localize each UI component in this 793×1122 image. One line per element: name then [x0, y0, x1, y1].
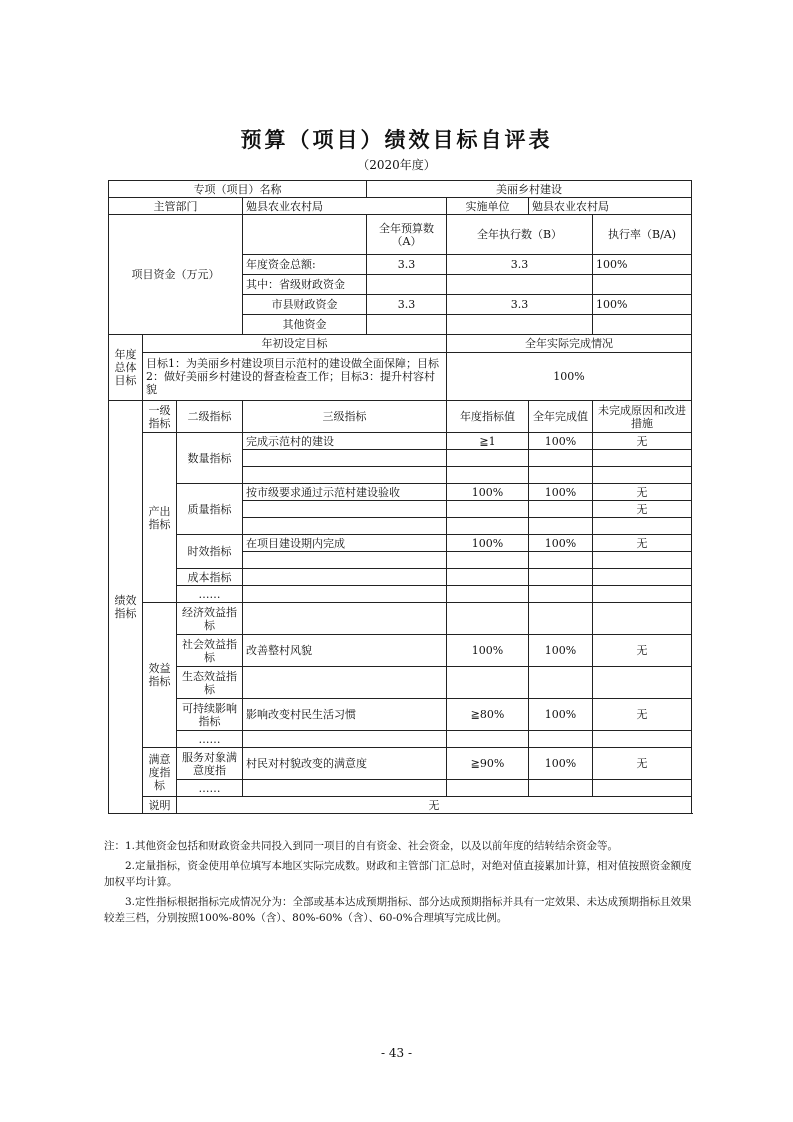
footnote: 2.定量指标，资金使用单位填写本地区实际完成数。财政和主管部门汇总时，对绝对值直接累加计算，相对值按照资金额度加权平均计算。: [104, 860, 692, 888]
indicator-target: ≧80%: [447, 699, 529, 731]
satisfaction-indicator-label: 满意度指标: [143, 748, 177, 797]
economic-benefit-label: 经济效益指标: [177, 603, 243, 635]
indicator-name: 按市级要求通过示范村建设验收: [243, 484, 447, 501]
remark-value: 无: [177, 797, 692, 814]
sustainable-benefit-label: 可持续影响指标: [177, 699, 243, 731]
empty-cell: [447, 731, 529, 748]
header-reason: 未完成原因和改进措施: [593, 401, 692, 433]
funds-row-name: 年度资金总额:: [243, 255, 367, 275]
funds-row-budget: 3.3: [367, 255, 447, 275]
evaluation-table: [108, 180, 692, 814]
empty-cell: [243, 586, 447, 603]
empty-cell: [447, 667, 529, 699]
empty-cell: [529, 586, 593, 603]
empty-cell: [243, 780, 447, 797]
satisfaction-ellipsis: ……: [177, 780, 243, 797]
indicator-reason: 无: [593, 748, 692, 780]
funds-row-rate: 100%: [593, 295, 692, 315]
empty-cell: [243, 518, 447, 535]
funds-row-name: 市县财政资金: [243, 295, 367, 315]
footnote: 注：1.其他资金包括和财政资金共同投入到同一项目的自有资金、社会资金，以及以前年度的结转结余资金等。: [104, 840, 619, 852]
timeliness-indicator-label: 时效指标: [177, 535, 243, 569]
funds-row-exec: 3.3: [447, 295, 593, 315]
funds-col-exec: 全年执行数（B）: [447, 215, 593, 255]
quality-indicator-label: 质量指标: [177, 484, 243, 535]
empty-cell: [447, 518, 529, 535]
indicator-name: 在项目建设期内完成: [243, 535, 447, 552]
empty-cell: [529, 667, 593, 699]
empty-cell: [529, 518, 593, 535]
empty-cell: [447, 552, 529, 569]
indicator-target: ≧90%: [447, 748, 529, 780]
page-title: 预算（项目）绩效目标自评表: [240, 127, 553, 152]
empty-cell: [529, 603, 593, 635]
indicator-name: 改善整村风貌: [243, 635, 447, 667]
service-satisfaction-label: 服务对象满意度指: [177, 748, 243, 780]
empty-cell: [243, 450, 447, 467]
funds-row-budget: [367, 315, 447, 335]
header-target: 年度指标值: [447, 401, 529, 433]
empty-cell: [593, 731, 692, 748]
empty-cell: [243, 467, 447, 484]
benefit-ellipsis: ……: [177, 731, 243, 748]
empty-cell: [593, 552, 692, 569]
empty-cell: [243, 731, 447, 748]
empty-cell: [593, 518, 692, 535]
funds-row-exec: [447, 275, 593, 295]
indicators-section-label: 绩效指标: [109, 401, 143, 814]
empty-cell: [447, 586, 529, 603]
goal-actual-value: 100%: [447, 353, 692, 401]
indicator-reason: 无: [593, 535, 692, 552]
indicator-reason: 无: [593, 501, 692, 518]
empty-cell: [593, 667, 692, 699]
empty-cell: [447, 501, 529, 518]
funds-blank-cell: [243, 215, 367, 255]
empty-cell: [593, 467, 692, 484]
footnote: 3.定性指标根据指标完成情况分为：全部或基本达成预期指标、部分达成预期指标并具有一定效果、未达成预期指标且效果较差三档，分别按照100%-80%（含）、80%-60%（含）、60-0%合理填写完成比例。: [104, 896, 692, 924]
funds-row-name: 其中：省级财政资金: [243, 275, 367, 295]
funds-label: 项目资金（万元）: [109, 215, 243, 335]
indicator-complete: 100%: [529, 433, 593, 450]
empty-cell: [447, 467, 529, 484]
indicator-complete: 100%: [529, 635, 593, 667]
empty-cell: [243, 603, 447, 635]
indicator-reason: 无: [593, 699, 692, 731]
output-ellipsis: ……: [177, 586, 243, 603]
quantity-indicator-label: 数量指标: [177, 433, 243, 484]
funds-row-budget: 3.3: [367, 295, 447, 315]
empty-cell: [243, 501, 447, 518]
indicator-complete: 100%: [529, 484, 593, 501]
project-name-value: 美丽乡村建设: [367, 181, 692, 198]
indicator-reason: 无: [593, 433, 692, 450]
empty-cell: [529, 450, 593, 467]
footnotes: [104, 838, 694, 930]
indicator-target: ≧1: [447, 433, 529, 450]
empty-cell: [529, 731, 593, 748]
empty-cell: [529, 569, 593, 586]
indicator-name: 影响改变村民生活习惯: [243, 699, 447, 731]
benefit-indicator-label: 效益指标: [143, 603, 177, 748]
funds-col-budget: 全年预算数（A）: [367, 215, 447, 255]
empty-cell: [529, 501, 593, 518]
funds-row-rate: 100%: [593, 255, 692, 275]
ecological-benefit-label: 生态效益指标: [177, 667, 243, 699]
implementer-value: 勉县农业农村局: [529, 198, 692, 215]
empty-cell: [529, 780, 593, 797]
department-value: 勉县农业农村局: [243, 198, 447, 215]
empty-cell: [447, 450, 529, 467]
empty-cell: [447, 569, 529, 586]
project-name-label: 专项（项目）名称: [109, 181, 367, 198]
empty-cell: [529, 552, 593, 569]
indicator-target: 100%: [447, 535, 529, 552]
page-number: - 43 -: [380, 1046, 412, 1060]
empty-cell: [593, 780, 692, 797]
department-label: 主管部门: [109, 198, 243, 215]
indicator-reason: 无: [593, 635, 692, 667]
empty-cell: [529, 467, 593, 484]
funds-row-name: 其他资金: [243, 315, 367, 335]
funds-row-exec: [447, 315, 593, 335]
indicator-name: 村民对村貌改变的满意度: [243, 748, 447, 780]
indicator-target: 100%: [447, 484, 529, 501]
header-level2: 二级指标: [177, 401, 243, 433]
empty-cell: [243, 569, 447, 586]
indicator-complete: 100%: [529, 748, 593, 780]
goal-col-actual: 全年实际完成情况: [447, 335, 692, 353]
cost-indicator-label: 成本指标: [177, 569, 243, 586]
empty-cell: [593, 450, 692, 467]
indicator-name: 完成示范村的建设: [243, 433, 447, 450]
indicator-target: 100%: [447, 635, 529, 667]
empty-cell: [593, 586, 692, 603]
remark-label: 说明: [143, 797, 177, 814]
indicator-reason: 无: [593, 484, 692, 501]
funds-row-rate: [593, 315, 692, 335]
header-complete: 全年完成值: [529, 401, 593, 433]
funds-row-budget: [367, 275, 447, 295]
empty-cell: [593, 569, 692, 586]
indicator-complete: 100%: [529, 535, 593, 552]
indicator-complete: 100%: [529, 699, 593, 731]
implementer-label: 实施单位: [447, 198, 529, 215]
output-indicator-label: 产出指标: [143, 433, 177, 603]
header-level1: 一级指标: [143, 401, 177, 433]
header-level3: 三级指标: [243, 401, 447, 433]
empty-cell: [447, 780, 529, 797]
year-subtitle: （2020年度）: [357, 158, 436, 172]
social-benefit-label: 社会效益指标: [177, 635, 243, 667]
empty-cell: [243, 667, 447, 699]
goal-label: 年度总体目标: [109, 335, 143, 401]
funds-row-rate: [593, 275, 692, 295]
empty-cell: [243, 552, 447, 569]
funds-row-exec: 3.3: [447, 255, 593, 275]
goal-initial-text: 目标1：为美丽乡村建设项目示范村的建设做全面保障；目标2：做好美丽乡村建设的督查检查工作；目标3：提升村容村貌: [143, 353, 447, 401]
empty-cell: [593, 603, 692, 635]
goal-col-initial: 年初设定目标: [143, 335, 447, 353]
empty-cell: [447, 603, 529, 635]
funds-col-rate: 执行率（B/A): [593, 215, 692, 255]
